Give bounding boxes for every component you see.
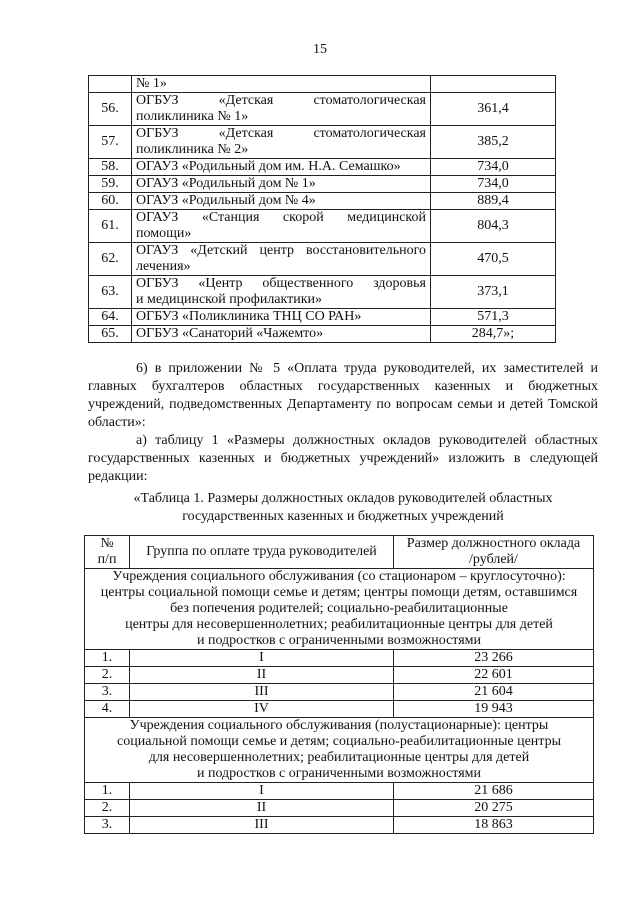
row-number: 1.: [85, 650, 130, 667]
row-number: 63.: [89, 276, 132, 309]
row-group: III: [130, 684, 394, 701]
row-value: 385,2: [431, 126, 556, 159]
institution-name: ОГБУЗ «Детская стоматологическая поликлиника № 1»: [132, 93, 431, 126]
institution-name: ОГБУЗ «Поликлиника ТНЦ СО РАН»: [132, 309, 431, 326]
table-row: [85, 650, 594, 667]
section-title: Учреждения социального обслуживания (полустационарные): центры социальной помощи семье и детям; социально-реабилитационные центры для несовершеннолетних; реабилитационные центры для детей и подростков с ограниченными возможностями: [85, 718, 594, 783]
header-group: Группа по оплате труда руководителей: [130, 536, 394, 569]
table-row: [85, 783, 594, 800]
table-row: [85, 800, 594, 817]
table-row: [89, 210, 556, 243]
row-salary: 20 275: [394, 800, 594, 817]
row-salary: 19 943: [394, 701, 594, 718]
table-row: [89, 193, 556, 210]
row-group: IV: [130, 701, 394, 718]
salary-table: [84, 535, 594, 834]
row-group: II: [130, 800, 394, 817]
table-row: [89, 176, 556, 193]
row-number: 58.: [89, 159, 132, 176]
page-number: 15: [313, 42, 327, 57]
institution-name: № 1»: [132, 76, 431, 93]
caption-line: «Таблица 1. Размеры должностных окладов руководителей областных: [133, 491, 553, 506]
row-number: 1.: [85, 783, 130, 800]
table-row: [85, 817, 594, 834]
row-number: 59.: [89, 176, 132, 193]
row-number: 61.: [89, 210, 132, 243]
paragraph-b: 6) в приложении № 5 «Оплата труда руководителей, их заместителей и главных бухгалтеров областных государственных казенных и бюджетных учреждений, подведомственных Департаменту по вопросам семьи и детей Томской области»:: [88, 361, 598, 430]
row-value: 284,7»;: [431, 326, 556, 343]
caption-line: государственных казенных и бюджетных учреждений: [182, 509, 504, 524]
institution-name: ОГАУЗ «Детский центр восстановительного лечения»: [132, 243, 431, 276]
row-number: 3.: [85, 817, 130, 834]
row-salary: 18 863: [394, 817, 594, 834]
table-row: [89, 276, 556, 309]
table-row: [89, 76, 556, 93]
row-salary: 21 604: [394, 684, 594, 701]
table-row: [89, 93, 556, 126]
header-salary: Размер должностного оклада /рублей/: [394, 536, 594, 569]
paragraph-a: а) таблицу 1 «Размеры должностных окладов руководителей областных государственных казенных и бюджетных учреждений» изложить в следующей редакции:: [88, 433, 598, 484]
institution-name: ОГАУЗ «Родильный дом № 4»: [132, 193, 431, 210]
table-row: [89, 309, 556, 326]
row-number: 64.: [89, 309, 132, 326]
table-row: [89, 159, 556, 176]
row-group: I: [130, 783, 394, 800]
row-number: 57.: [89, 126, 132, 159]
row-number: 2.: [85, 800, 130, 817]
table-row: [85, 667, 594, 684]
row-salary: 23 266: [394, 650, 594, 667]
table-caption: [88, 490, 598, 526]
row-number: 4.: [85, 701, 130, 718]
section-header-row: [85, 569, 594, 650]
row-value: 734,0: [431, 176, 556, 193]
row-number: 62.: [89, 243, 132, 276]
section-title: Учреждения социального обслуживания (со стационаром – круглосуточно): центры социальной помощи семье и детям; центры помощи детям, оставшимся без попечения родителей; социально-реабилитационные центры для несовершеннолетних; реабилитационные центры для детей и подростков с ограниченными возможностями: [85, 569, 594, 650]
row-value: 571,3: [431, 309, 556, 326]
header-number: № п/п: [85, 536, 130, 569]
institutions-table: [88, 75, 556, 343]
institution-name: ОГАУЗ «Родильный дом № 1»: [132, 176, 431, 193]
institution-name: ОГБУЗ «Детская стоматологическая поликлиника № 2»: [132, 126, 431, 159]
row-number: 3.: [85, 684, 130, 701]
row-value: 470,5: [431, 243, 556, 276]
table-row: [89, 326, 556, 343]
institution-name: ОГБУЗ «Санаторий «Чажемто»: [132, 326, 431, 343]
institution-name: ОГБУЗ «Центр общественного здоровья и медицинской профилактики»: [132, 276, 431, 309]
row-value: 373,1: [431, 276, 556, 309]
row-value: 889,4: [431, 193, 556, 210]
row-salary: 21 686: [394, 783, 594, 800]
row-number: 56.: [89, 93, 132, 126]
row-value: 734,0: [431, 159, 556, 176]
row-group: I: [130, 650, 394, 667]
table-row: [89, 243, 556, 276]
section-header-row: [85, 718, 594, 783]
row-value: 361,4: [431, 93, 556, 126]
row-number: 2.: [85, 667, 130, 684]
table-header-row: [85, 536, 594, 569]
institution-name: ОГАУЗ «Родильный дом им. Н.А. Семашко»: [132, 159, 431, 176]
row-group: III: [130, 817, 394, 834]
table-row: [85, 701, 594, 718]
row-salary: 22 601: [394, 667, 594, 684]
row-value: 804,3: [431, 210, 556, 243]
table-row: [85, 684, 594, 701]
row-number: 60.: [89, 193, 132, 210]
institution-name: ОГАУЗ «Станция скорой медицинской помощи»: [132, 210, 431, 243]
table-row: [89, 126, 556, 159]
row-number: 65.: [89, 326, 132, 343]
row-group: II: [130, 667, 394, 684]
